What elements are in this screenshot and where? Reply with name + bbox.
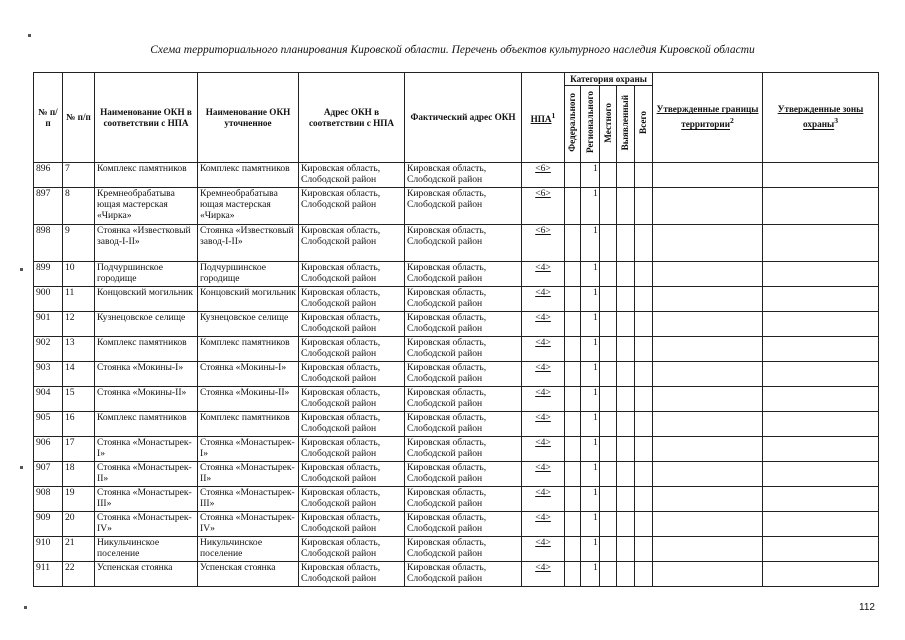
cell-approved-borders <box>653 437 763 462</box>
cell-cat-local <box>600 163 617 188</box>
cell-approved-borders <box>653 287 763 312</box>
cell-cat-federal <box>565 262 581 287</box>
scan-mark <box>20 268 23 271</box>
cell-name-npa: Комплекс памятников <box>95 337 198 362</box>
cell-npa: <4> <box>522 487 565 512</box>
cell-name-npa: Стоянка «Мокины-II» <box>95 387 198 412</box>
cell-row-number: 900 <box>34 287 63 312</box>
scan-mark <box>20 466 23 469</box>
cell-cat-total <box>635 412 653 437</box>
cell-cat-regional: 1 <box>581 412 600 437</box>
cell-approved-borders <box>653 562 763 587</box>
cell-address-actual: Кировская область, Слободской район <box>405 387 522 412</box>
cell-cat-regional: 1 <box>581 225 600 262</box>
cell-address-actual: Кировская область, Слободской район <box>405 362 522 387</box>
cell-cat-identified <box>617 562 635 587</box>
cell-row-number: 896 <box>34 163 63 188</box>
cell-cat-local <box>600 362 617 387</box>
cell-approved-borders <box>653 462 763 487</box>
cell-cat-federal <box>565 437 581 462</box>
table-row <box>34 462 879 487</box>
cell-cat-local <box>600 562 617 587</box>
cell-cat-local <box>600 462 617 487</box>
cell-row-number: 898 <box>34 225 63 262</box>
cell-cat-total <box>635 387 653 412</box>
cell-cat-local <box>600 188 617 225</box>
cell-cat-local <box>600 312 617 337</box>
page-number: 112 <box>859 602 875 613</box>
cell-name-npa: Стоянка «Монастырек-IV» <box>95 512 198 537</box>
cell-approved-zones <box>763 312 879 337</box>
cell-name-fixed: Комплекс памятников <box>198 412 299 437</box>
cell-address-actual: Кировская область, Слободской район <box>405 225 522 262</box>
header-address-npa: Адрес ОКН в соответствии с НПА <box>299 73 405 163</box>
cell-cat-identified <box>617 287 635 312</box>
cell-cat-federal <box>565 537 581 562</box>
cell-address-npa: Кировская область, Слободской район <box>299 462 405 487</box>
cell-npa: <4> <box>522 437 565 462</box>
cell-name-fixed: Стоянка «Мокины-I» <box>198 362 299 387</box>
table-row <box>34 337 879 362</box>
header-category: Категория охраны <box>565 73 653 86</box>
cell-approved-zones <box>763 437 879 462</box>
cell-cat-identified <box>617 412 635 437</box>
cell-cat-local <box>600 262 617 287</box>
cell-cat-local <box>600 537 617 562</box>
cell-npa: <4> <box>522 462 565 487</box>
cell-cat-federal <box>565 562 581 587</box>
cell-cat-regional: 1 <box>581 387 600 412</box>
cell-approved-zones <box>763 387 879 412</box>
cell-cat-regional: 1 <box>581 537 600 562</box>
header-address-actual: Фактический адрес ОКН <box>405 73 522 163</box>
cell-cat-federal <box>565 312 581 337</box>
cell-row-number: 905 <box>34 412 63 437</box>
cell-cat-regional: 1 <box>581 462 600 487</box>
cell-sub-number: 9 <box>63 225 95 262</box>
cell-address-npa: Кировская область, Слободской район <box>299 437 405 462</box>
cell-approved-borders <box>653 362 763 387</box>
cell-cat-local <box>600 337 617 362</box>
cell-row-number: 901 <box>34 312 63 337</box>
cell-address-npa: Кировская область, Слободской район <box>299 312 405 337</box>
cell-cat-regional: 1 <box>581 287 600 312</box>
cell-name-fixed: Комплекс памятников <box>198 337 299 362</box>
cell-address-actual: Кировская область, Слободской район <box>405 287 522 312</box>
cell-name-npa: Стоянка «Монастырек-III» <box>95 487 198 512</box>
table-row <box>34 537 879 562</box>
header-cat-identified: Выявленный <box>617 86 635 163</box>
cell-approved-zones <box>763 512 879 537</box>
header-num2: № п/п <box>63 73 95 163</box>
cell-address-npa: Кировская область, Слободской район <box>299 537 405 562</box>
cell-approved-borders <box>653 387 763 412</box>
heritage-table <box>33 72 879 587</box>
cell-row-number: 902 <box>34 337 63 362</box>
cell-cat-total <box>635 337 653 362</box>
cell-approved-borders <box>653 537 763 562</box>
cell-address-actual: Кировская область, Слободской район <box>405 537 522 562</box>
cell-address-actual: Кировская область, Слободской район <box>405 487 522 512</box>
cell-cat-local <box>600 387 617 412</box>
cell-cat-identified <box>617 225 635 262</box>
cell-cat-identified <box>617 312 635 337</box>
cell-cat-total <box>635 312 653 337</box>
cell-approved-borders <box>653 337 763 362</box>
cell-npa: <4> <box>522 337 565 362</box>
cell-row-number: 911 <box>34 562 63 587</box>
cell-name-npa: Стоянка «Монастырек-I» <box>95 437 198 462</box>
cell-cat-local <box>600 437 617 462</box>
cell-address-actual: Кировская область, Слободской район <box>405 312 522 337</box>
cell-cat-identified <box>617 163 635 188</box>
cell-row-number: 906 <box>34 437 63 462</box>
cell-name-fixed: Стоянка «Монастырек-II» <box>198 462 299 487</box>
header-npa: НПА$^1$ <box>522 73 565 163</box>
cell-name-npa: Кузнецовское селище <box>95 312 198 337</box>
cell-npa: <6> <box>522 163 565 188</box>
header-cat-local: Местного <box>600 86 617 163</box>
cell-approved-zones <box>763 362 879 387</box>
cell-address-actual: Кировская область, Слободской район <box>405 337 522 362</box>
cell-name-fixed: Комплекс памятников <box>198 163 299 188</box>
cell-cat-federal <box>565 412 581 437</box>
cell-approved-borders <box>653 188 763 225</box>
cell-sub-number: 12 <box>63 312 95 337</box>
cell-approved-zones <box>763 163 879 188</box>
cell-approved-zones <box>763 462 879 487</box>
cell-approved-zones <box>763 537 879 562</box>
cell-cat-local <box>600 487 617 512</box>
cell-approved-zones <box>763 262 879 287</box>
cell-npa: <4> <box>522 362 565 387</box>
cell-cat-federal <box>565 337 581 362</box>
cell-address-actual: Кировская область, Слободской район <box>405 437 522 462</box>
table-body <box>34 163 879 587</box>
cell-name-npa: Кремнеобрабатыва ющая мастерская «Чирка» <box>95 188 198 225</box>
cell-cat-identified <box>617 362 635 387</box>
cell-cat-total <box>635 188 653 225</box>
cell-address-npa: Кировская область, Слободской район <box>299 487 405 512</box>
scan-mark <box>28 34 31 37</box>
cell-npa: <4> <box>522 387 565 412</box>
cell-cat-regional: 1 <box>581 262 600 287</box>
cell-approved-borders <box>653 163 763 188</box>
table-row <box>34 437 879 462</box>
cell-approved-zones <box>763 487 879 512</box>
table-row <box>34 512 879 537</box>
cell-approved-borders <box>653 412 763 437</box>
cell-cat-federal <box>565 512 581 537</box>
table-row <box>34 312 879 337</box>
cell-approved-borders <box>653 312 763 337</box>
cell-approved-zones <box>763 412 879 437</box>
cell-address-npa: Кировская область, Слободской район <box>299 562 405 587</box>
cell-name-fixed: Подчуршинское городище <box>198 262 299 287</box>
cell-address-npa: Кировская область, Слободской район <box>299 387 405 412</box>
cell-name-npa: Комплекс памятников <box>95 163 198 188</box>
cell-sub-number: 18 <box>63 462 95 487</box>
cell-address-npa: Кировская область, Слободской район <box>299 512 405 537</box>
cell-row-number: 897 <box>34 188 63 225</box>
cell-name-fixed: Стоянка «Монастырек-I» <box>198 437 299 462</box>
cell-approved-borders <box>653 512 763 537</box>
cell-cat-identified <box>617 262 635 287</box>
cell-cat-regional: 1 <box>581 312 600 337</box>
cell-sub-number: 20 <box>63 512 95 537</box>
cell-cat-regional: 1 <box>581 337 600 362</box>
cell-name-npa: Комплекс памятников <box>95 412 198 437</box>
cell-row-number: 899 <box>34 262 63 287</box>
cell-address-npa: Кировская область, Слободской район <box>299 287 405 312</box>
cell-address-npa: Кировская область, Слободской район <box>299 337 405 362</box>
cell-cat-federal <box>565 225 581 262</box>
cell-approved-borders <box>653 262 763 287</box>
cell-npa: <6> <box>522 225 565 262</box>
cell-npa: <4> <box>522 312 565 337</box>
cell-approved-zones <box>763 287 879 312</box>
table-row <box>34 163 879 188</box>
cell-sub-number: 7 <box>63 163 95 188</box>
header-cat-regional: Регионального <box>581 86 600 163</box>
cell-address-npa: Кировская область, Слободской район <box>299 163 405 188</box>
document-title: Схема территориального планирования Кировской области. Перечень объектов культурного наследия Кировской области <box>150 44 755 56</box>
table-row <box>34 562 879 587</box>
cell-address-actual: Кировская область, Слободской район <box>405 262 522 287</box>
cell-npa: <6> <box>522 188 565 225</box>
cell-cat-federal <box>565 462 581 487</box>
cell-name-npa: Концовский могильник <box>95 287 198 312</box>
cell-approved-zones <box>763 562 879 587</box>
cell-cat-total <box>635 262 653 287</box>
cell-name-fixed: Успенская стоянка <box>198 562 299 587</box>
cell-sub-number: 16 <box>63 412 95 437</box>
table-row <box>34 287 879 312</box>
cell-cat-regional: 1 <box>581 487 600 512</box>
cell-cat-regional: 1 <box>581 188 600 225</box>
cell-cat-regional: 1 <box>581 437 600 462</box>
cell-cat-local <box>600 512 617 537</box>
cell-cat-total <box>635 163 653 188</box>
cell-cat-local <box>600 225 617 262</box>
header-num: № п/п <box>34 73 63 163</box>
table-row <box>34 262 879 287</box>
cell-sub-number: 22 <box>63 562 95 587</box>
cell-name-fixed: Стоянка «Мокины-II» <box>198 387 299 412</box>
cell-address-npa: Кировская область, Слободской район <box>299 262 405 287</box>
table-row <box>34 387 879 412</box>
scan-mark <box>24 606 27 609</box>
header-cat-federal: Федерального <box>565 86 581 163</box>
cell-cat-federal <box>565 387 581 412</box>
cell-cat-identified <box>617 337 635 362</box>
cell-cat-identified <box>617 462 635 487</box>
cell-name-fixed: Стоянка «Монастырек-III» <box>198 487 299 512</box>
cell-address-actual: Кировская область, Слободской район <box>405 188 522 225</box>
cell-cat-identified <box>617 512 635 537</box>
cell-npa: <4> <box>522 412 565 437</box>
cell-row-number: 910 <box>34 537 63 562</box>
cell-name-npa: Стоянка «Известковый завод-I-II» <box>95 225 198 262</box>
cell-address-actual: Кировская область, Слободской район <box>405 462 522 487</box>
cell-cat-total <box>635 537 653 562</box>
cell-approved-zones <box>763 188 879 225</box>
table-row <box>34 362 879 387</box>
cell-cat-total <box>635 562 653 587</box>
cell-sub-number: 10 <box>63 262 95 287</box>
cell-address-npa: Кировская область, Слободской район <box>299 362 405 387</box>
cell-cat-total <box>635 487 653 512</box>
cell-row-number: 908 <box>34 487 63 512</box>
cell-cat-regional: 1 <box>581 512 600 537</box>
cell-sub-number: 13 <box>63 337 95 362</box>
table-row <box>34 188 879 225</box>
cell-name-fixed: Никульчинское поселение <box>198 537 299 562</box>
cell-npa: <4> <box>522 562 565 587</box>
cell-cat-identified <box>617 487 635 512</box>
cell-cat-regional: 1 <box>581 562 600 587</box>
cell-address-actual: Кировская область, Слободской район <box>405 562 522 587</box>
cell-npa: <4> <box>522 287 565 312</box>
cell-cat-total <box>635 362 653 387</box>
cell-cat-identified <box>617 537 635 562</box>
cell-address-actual: Кировская область, Слободской район <box>405 512 522 537</box>
cell-sub-number: 8 <box>63 188 95 225</box>
cell-name-fixed: Стоянка «Монастырек-IV» <box>198 512 299 537</box>
cell-cat-federal <box>565 487 581 512</box>
cell-address-npa: Кировская область, Слободской район <box>299 412 405 437</box>
cell-cat-federal <box>565 287 581 312</box>
cell-name-npa: Стоянка «Мокины-I» <box>95 362 198 387</box>
cell-sub-number: 14 <box>63 362 95 387</box>
cell-row-number: 903 <box>34 362 63 387</box>
table-row <box>34 412 879 437</box>
header-name-fixed: Наименование ОКН уточненное <box>198 73 299 163</box>
cell-address-npa: Кировская область, Слободской район <box>299 225 405 262</box>
cell-row-number: 904 <box>34 387 63 412</box>
cell-address-npa: Кировская область, Слободской район <box>299 188 405 225</box>
cell-name-npa: Стоянка «Монастырек-II» <box>95 462 198 487</box>
cell-cat-identified <box>617 437 635 462</box>
cell-name-npa: Подчуршинское городище <box>95 262 198 287</box>
cell-cat-identified <box>617 188 635 225</box>
cell-name-fixed: Концовский могильник <box>198 287 299 312</box>
cell-cat-total <box>635 437 653 462</box>
cell-row-number: 909 <box>34 512 63 537</box>
cell-approved-zones <box>763 337 879 362</box>
cell-sub-number: 17 <box>63 437 95 462</box>
cell-name-npa: Никульчинское поселение <box>95 537 198 562</box>
cell-address-actual: Кировская область, Слободской район <box>405 163 522 188</box>
cell-cat-local <box>600 287 617 312</box>
table-row <box>34 487 879 512</box>
cell-cat-federal <box>565 163 581 188</box>
cell-npa: <4> <box>522 537 565 562</box>
cell-sub-number: 21 <box>63 537 95 562</box>
cell-name-fixed: Кузнецовское селище <box>198 312 299 337</box>
cell-cat-federal <box>565 188 581 225</box>
cell-name-fixed: Стоянка «Известковый завод-I-II» <box>198 225 299 262</box>
cell-cat-regional: 1 <box>581 362 600 387</box>
header-approved-borders: Утвержденные границы территории$^2$ <box>653 73 763 163</box>
cell-cat-total <box>635 462 653 487</box>
cell-approved-borders <box>653 225 763 262</box>
header-cat-total: Всего <box>635 86 653 163</box>
header-approved-zones: Утвержденные зоны охраны$^3$ <box>763 73 879 163</box>
cell-npa: <4> <box>522 262 565 287</box>
cell-cat-total <box>635 512 653 537</box>
cell-name-npa: Успенская стоянка <box>95 562 198 587</box>
cell-name-fixed: Кремнеобрабатыва ющая мастерская «Чирка» <box>198 188 299 225</box>
cell-cat-identified <box>617 387 635 412</box>
table-row <box>34 225 879 262</box>
cell-sub-number: 15 <box>63 387 95 412</box>
cell-sub-number: 19 <box>63 487 95 512</box>
cell-cat-total <box>635 225 653 262</box>
cell-address-actual: Кировская область, Слободской район <box>405 412 522 437</box>
cell-cat-local <box>600 412 617 437</box>
cell-cat-regional: 1 <box>581 163 600 188</box>
cell-approved-zones <box>763 225 879 262</box>
header-name-npa: Наименование ОКН в соответствии с НПА <box>95 73 198 163</box>
cell-row-number: 907 <box>34 462 63 487</box>
cell-cat-federal <box>565 362 581 387</box>
cell-approved-borders <box>653 487 763 512</box>
cell-npa: <4> <box>522 512 565 537</box>
cell-sub-number: 11 <box>63 287 95 312</box>
cell-cat-total <box>635 287 653 312</box>
